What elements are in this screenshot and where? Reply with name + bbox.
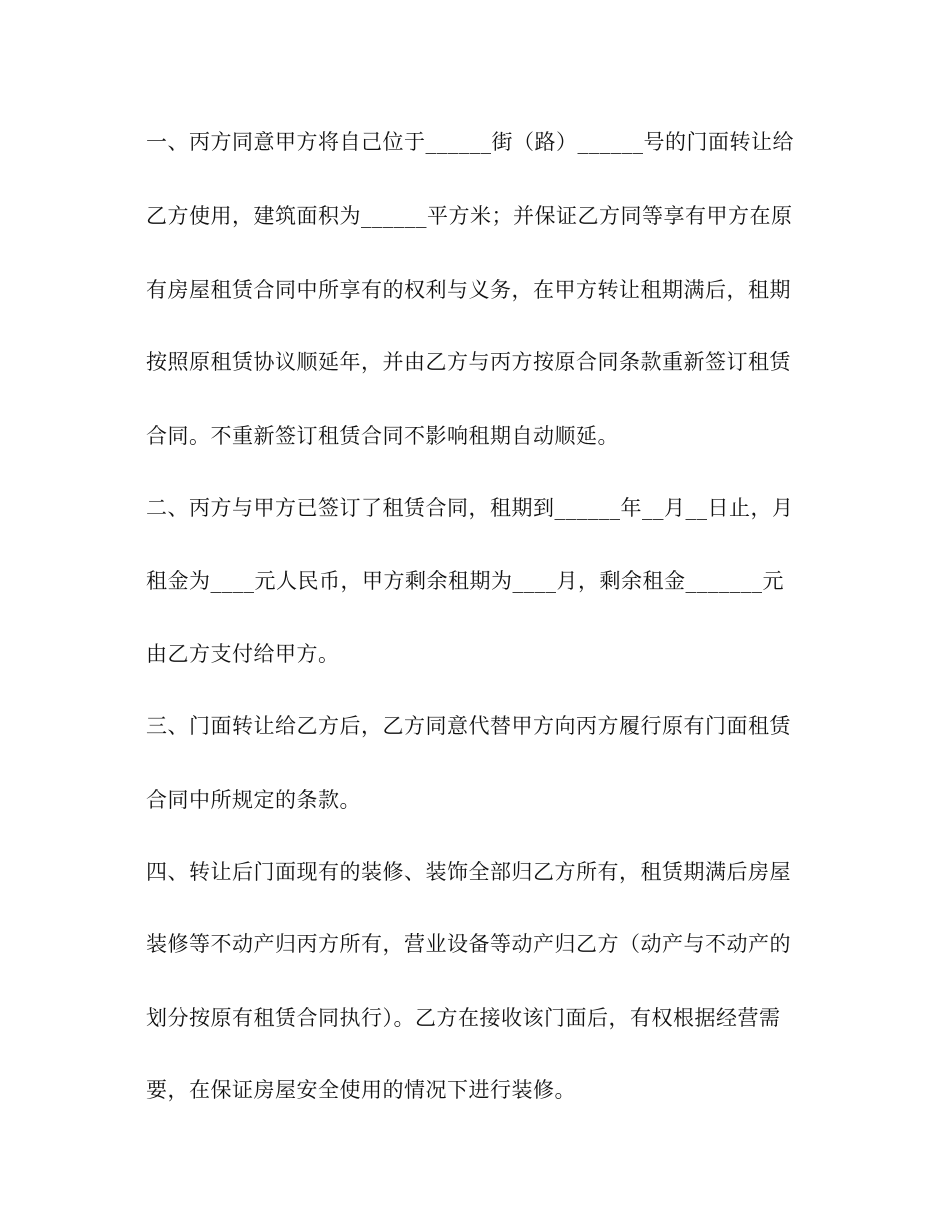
clause-4-line-1: 四、转让后门面现有的装修、装饰全部归乙方所有，租赁期满后房屋 [146,860,791,884]
clause-4-line-2: 装修等不动产归丙方所有，营业设备等动产归乙方（动产与不动产的 [146,932,791,956]
clause-3-line-1: 三、门面转让给乙方后，乙方同意代替甲方向丙方履行原有门面租赁 [146,714,791,738]
clause-1-line-5: 合同。不重新签订租赁合同不影响租期自动顺延。 [146,424,619,448]
clause-1-line-1: 一、丙方同意甲方将自己位于______街（路）______号的门面转让给 [146,130,794,154]
clause-4-line-3: 划分按原有租赁合同执行）。乙方在接收该门面后，有权根据经营需 [146,1006,781,1030]
clause-2-line-2: 租金为____元人民币，甲方剩余租期为____月，剩余租金_______元 [146,569,784,593]
clause-1-line-4: 按照原租赁协议顺延年，并由乙方与丙方按原合同条款重新签订租赁 [146,350,791,374]
clause-4-line-4: 要，在保证房屋安全使用的情况下进行装修。 [146,1078,576,1102]
clause-1-line-2: 乙方使用，建筑面积为______平方米；并保证乙方同等享有甲方在原 [146,204,793,228]
clause-2-line-1: 二、丙方与甲方已签订了租赁合同，租期到______年__月__日止，月 [146,496,794,520]
clause-2-line-3: 由乙方支付给甲方。 [146,642,340,666]
clause-3-line-2: 合同中所规定的条款。 [146,788,361,812]
clause-1-line-3: 有房屋租赁合同中所享有的权利与义务，在甲方转让租期满后，租期 [146,278,791,302]
